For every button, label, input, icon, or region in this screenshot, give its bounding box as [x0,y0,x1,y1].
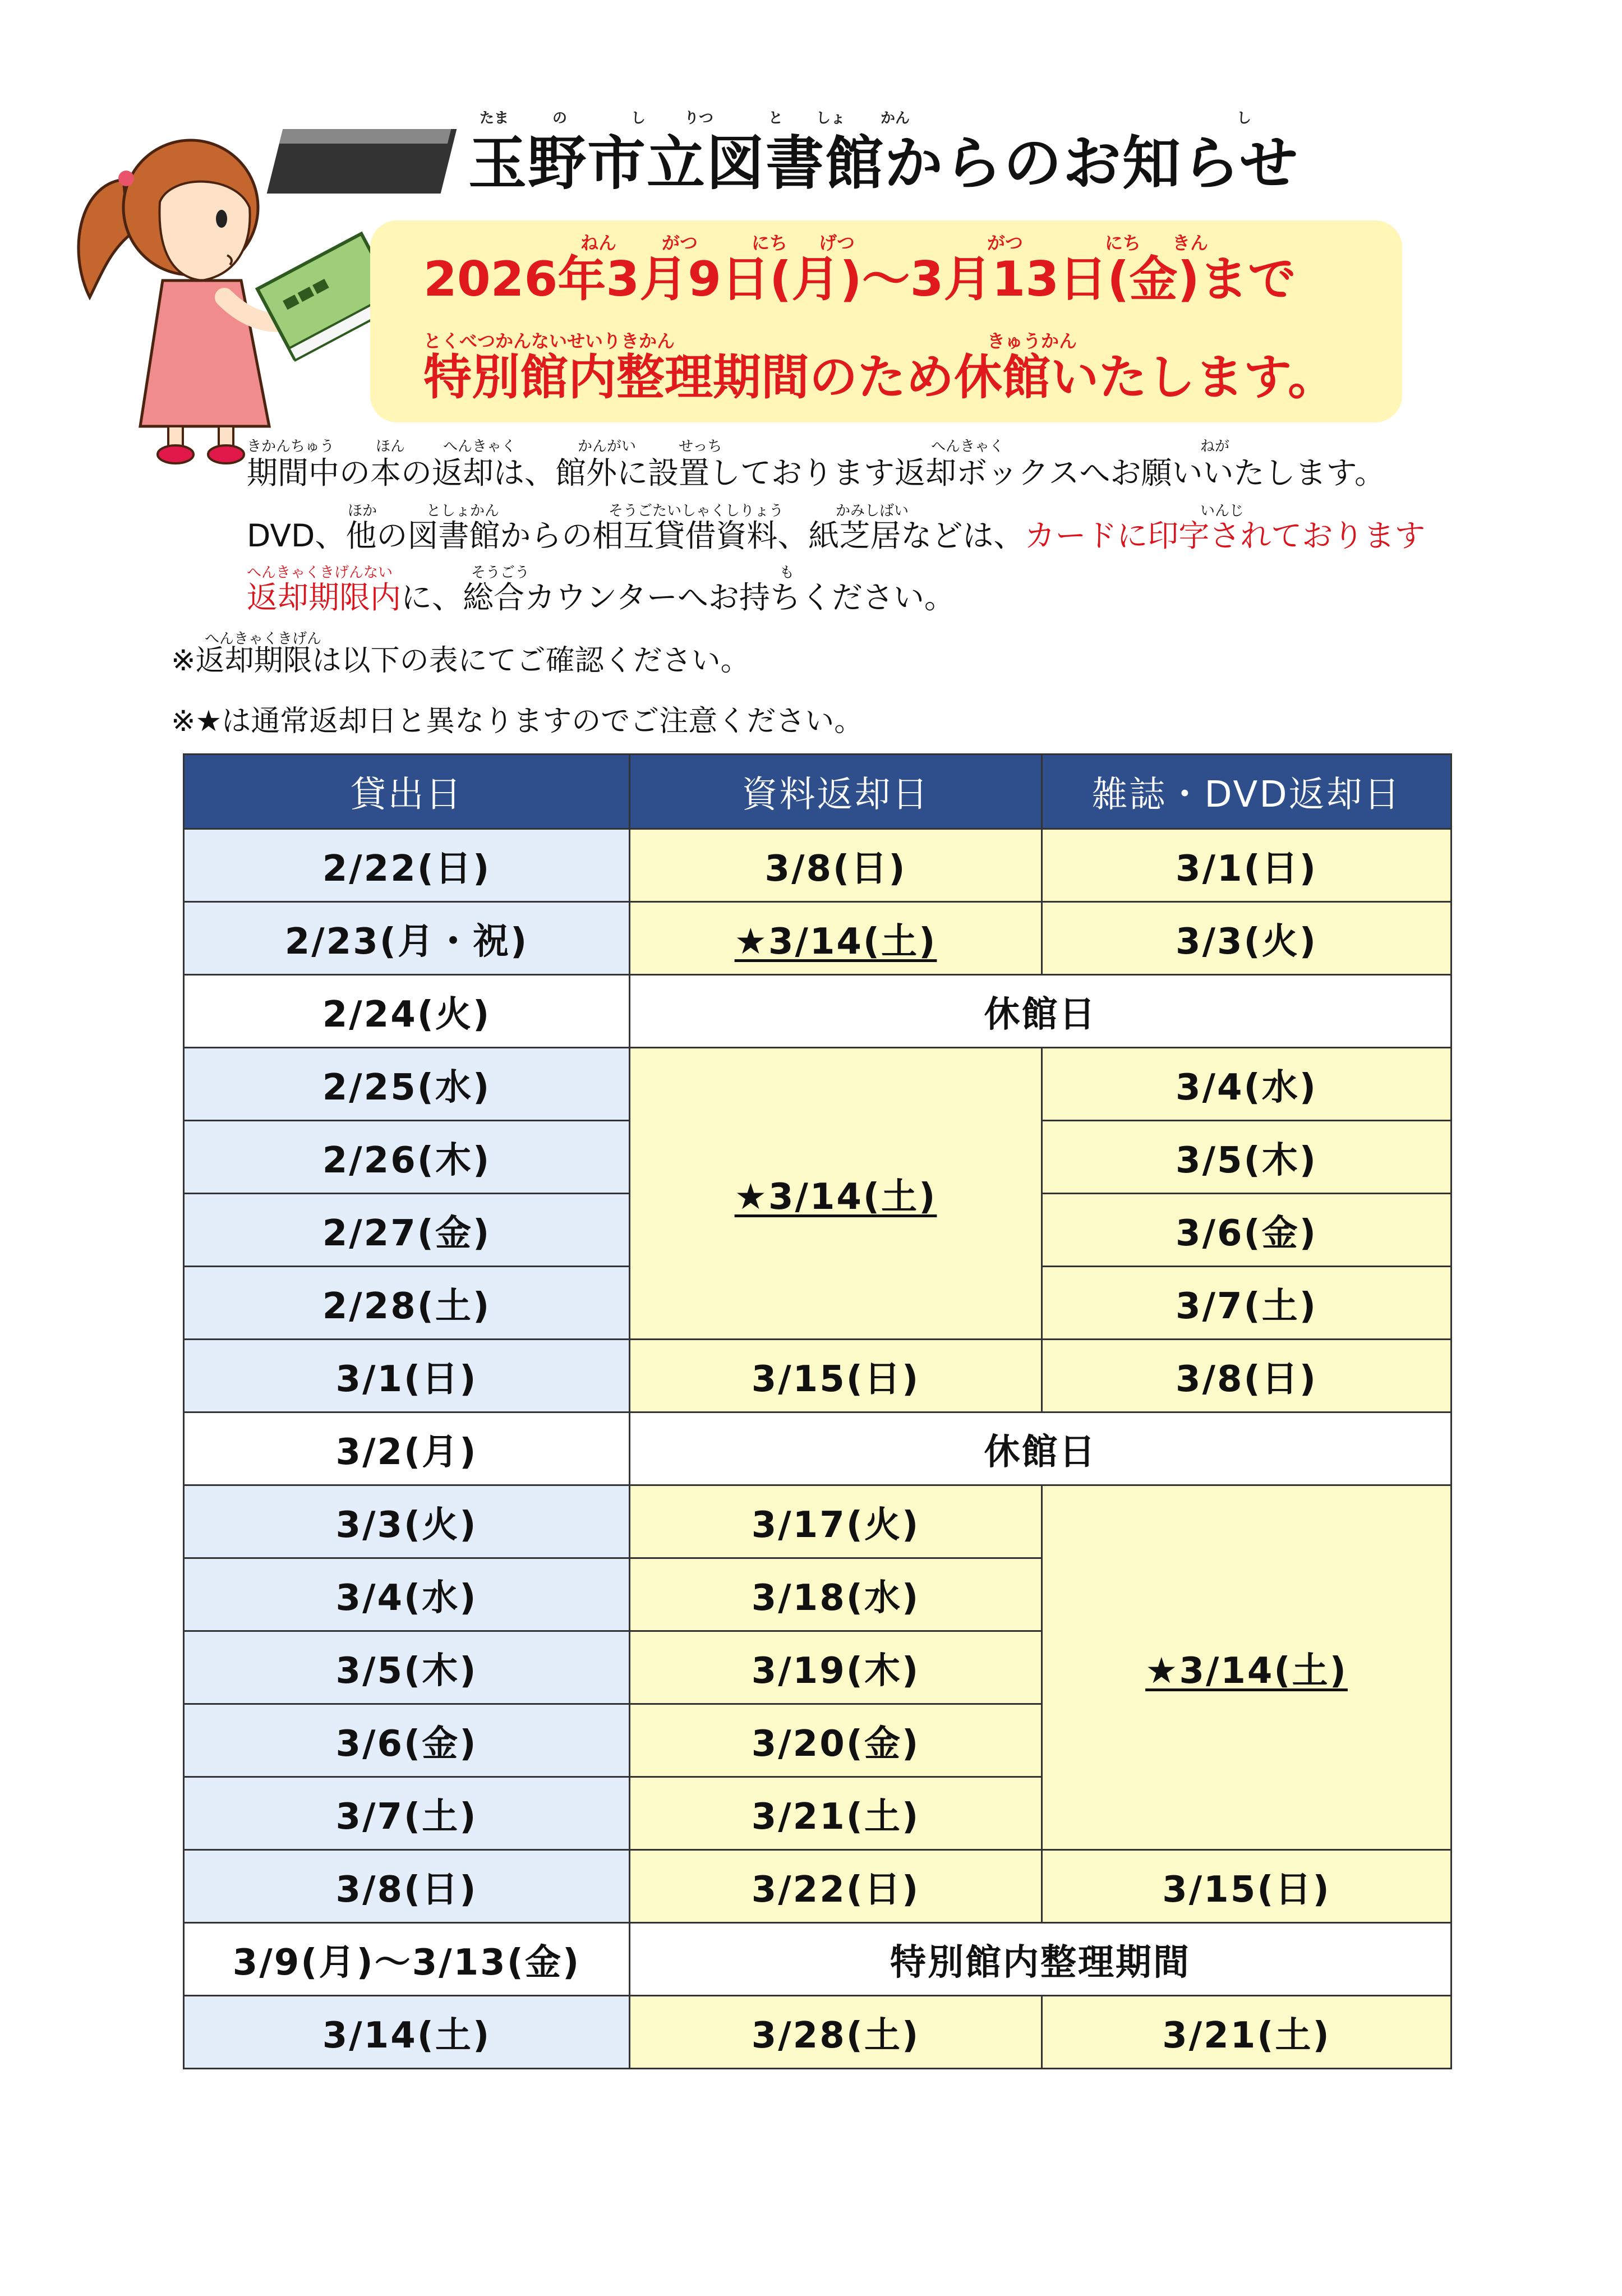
note-2: ※★は通常返却日と異なりますのでご注意ください。 [171,705,864,738]
special-period-dates: 3/9(月)～3/13(金) [184,1923,630,1996]
decorative-stripe [267,129,457,194]
body-line-2-text: DVD、他の図書館からの相互貸借資料、紙芝居などは、 [247,518,1025,554]
return-schedule-table [183,753,1452,2069]
closure-reason: 特別館内整理期間のため休館いたします。 [423,349,1337,406]
lend-date: 2/22(日) [184,829,630,902]
header-lend-date: 貸出日 [184,754,630,829]
ruby: たま [480,110,509,127]
ruby: いんじ [1200,503,1245,519]
return-date-special: ★3/14(土) [630,1048,1042,1340]
lend-date: 3/1(日) [184,1340,630,1412]
return-date: 3/19(木) [630,1631,1042,1704]
return-date: 3/18(水) [630,1558,1042,1631]
return-date: 3/28(土) [630,1996,1042,2069]
table-row-special-period [184,1923,1451,1996]
lend-date: 2/23(月・祝) [184,902,630,975]
ruby: へんきゃく [931,438,1004,455]
ruby: の [552,110,568,127]
return-date: 3/20(金) [630,1704,1042,1777]
ruby: にち [1105,232,1141,254]
ruby: ねが [1200,438,1230,455]
closed-day-label: 休館日 [630,1412,1451,1485]
lend-date-closed: 3/2(月) [184,1412,630,1485]
magazine-return-date: 3/6(金) [1042,1194,1451,1267]
magazine-return-date: 3/8(日) [1042,1340,1451,1412]
body-line-1: 期間中の本の返却は、館外に設置しております返却ボックスへお願いいたします。 [247,455,1386,491]
ruby: ほん [376,438,406,455]
magazine-return-date: 3/7(土) [1042,1267,1451,1340]
ruby: ほか [348,503,377,519]
ruby: へんきゃくきげんない [247,564,393,581]
note-1: ※返却期限は以下の表にてご確認ください。 [171,644,750,678]
lend-date: 3/7(土) [184,1777,630,1850]
body-line-2-highlight: カードに印字されております [1024,518,1426,554]
table-row [184,829,1451,902]
magazine-return-date-special: ★3/14(土) [1042,1485,1451,1850]
table-row-closed [184,975,1451,1048]
body-line-3-text: に、総合カウンターへお持ちください。 [401,579,955,615]
lend-date: 3/5(木) [184,1631,630,1704]
lend-date-closed: 2/24(火) [184,975,630,1048]
ruby: しょ [816,110,846,127]
page-title: 玉野市立図書館からのお知らせ [468,129,1299,197]
ruby: かんがい [578,438,637,455]
return-date: 3/15(日) [630,1340,1042,1412]
ruby: と [768,110,784,127]
ruby: せっち [679,438,722,455]
lend-date: 3/6(金) [184,1704,630,1777]
header-magazine-return-date: 雑誌・DVD返却日 [1042,754,1451,829]
ruby: きかんちゅう [247,438,335,455]
table-header-row [184,754,1451,829]
magazine-return-date: 3/21(土) [1042,1996,1451,2069]
ruby: ねん [580,232,617,254]
table-row [184,1485,1451,1558]
special-period-label: 特別館内整理期間 [630,1923,1451,1996]
ruby: きん [1172,232,1209,254]
lend-date: 2/26(木) [184,1121,630,1194]
ruby: りつ [684,110,714,127]
table-row-closed [184,1412,1451,1485]
ruby: げつ [819,232,855,254]
table-row [184,1996,1451,2069]
closure-dates: 2026年3月9日(月)～3月13日(金)まで [423,251,1296,307]
ruby: し [1237,110,1252,127]
return-date: 3/17(火) [630,1485,1042,1558]
lend-date: 2/28(土) [184,1267,630,1340]
ruby: そうごう [471,564,530,581]
body-line-3 [247,578,955,617]
lend-date: 2/25(水) [184,1048,630,1121]
lend-date: 2/27(金) [184,1194,630,1267]
title-ruby [468,107,1299,127]
return-date: 3/8(日) [630,829,1042,902]
magazine-return-date: 3/5(木) [1042,1121,1451,1194]
lend-date: 3/8(日) [184,1850,630,1923]
magazine-return-date: 3/1(日) [1042,829,1451,902]
magazine-return-date: 3/4(水) [1042,1048,1451,1121]
magazine-return-date: 3/15(日) [1042,1850,1451,1923]
body-line-3-highlight: 返却期限内 [247,579,402,615]
header-return-date: 資料返却日 [630,754,1042,829]
return-date-special: ★3/14(土) [630,902,1042,975]
ruby: がつ [662,232,698,254]
body-line-2 [247,516,1425,555]
ruby: がつ [987,232,1024,254]
ruby: かん [881,110,910,127]
closed-day-label: 休館日 [630,975,1451,1048]
ruby: にち [752,232,788,254]
magazine-return-date: 3/3(火) [1042,902,1451,975]
lend-date: 3/4(水) [184,1558,630,1631]
ruby: し [631,110,646,127]
ruby: きゅうかん [987,330,1077,352]
lend-date: 3/14(土) [184,1996,630,2069]
table-row [184,1048,1451,1121]
ruby: へんきゃくきげん [205,631,322,647]
table-row [184,1340,1451,1412]
table-row [184,1850,1451,1923]
ruby: そうごたいしゃくしりょう [609,503,784,519]
ruby: かみしばい [836,503,909,519]
lend-date: 3/3(火) [184,1485,630,1558]
ruby: も [780,564,795,581]
page-title-block [468,107,1299,200]
ruby: としょかん [426,503,500,519]
return-date: 3/22(日) [630,1850,1042,1923]
table-row [184,902,1451,975]
closure-notice [370,220,1402,422]
return-date: 3/21(土) [630,1777,1042,1850]
ruby: とくべつかんないせいりきかん [423,330,675,352]
ruby: へんきゃく [443,438,517,455]
